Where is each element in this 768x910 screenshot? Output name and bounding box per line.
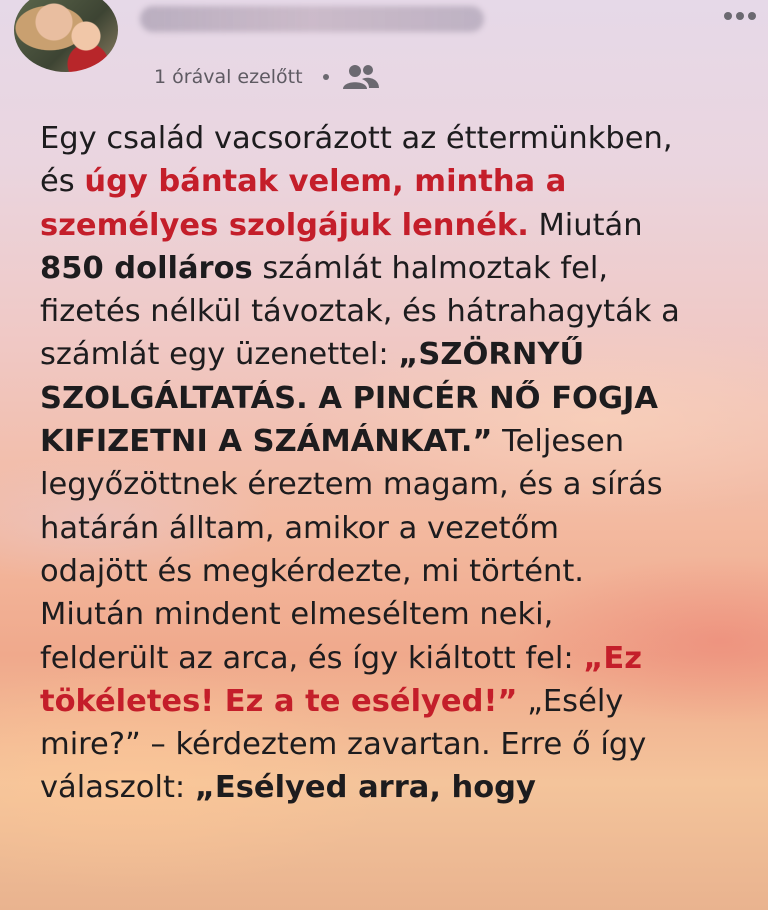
more-dots-icon[interactable] [718, 6, 762, 26]
text-segment: „Esély [517, 683, 624, 719]
text-line: Egy család vacsorázott az éttermünkben, [40, 121, 673, 156]
bold-text: „Esélyed arra, hogy [194, 770, 536, 806]
bold-text: SZOLGÁLTATÁS. A PINCÉR NŐ FOGJA [40, 380, 658, 416]
menu-dot [736, 12, 744, 20]
highlight-red-text: „Ez [583, 640, 642, 676]
bold-text: „SZÖRNYŰ [398, 337, 585, 373]
text-line: határán álltam, amikor a vezetőm [40, 510, 559, 546]
author-name-blurred[interactable] [140, 6, 484, 32]
text-segment: számlát egy üzenettel: [40, 337, 399, 373]
post-body [40, 117, 752, 810]
highlight-red-text: tökéletes! Ez a te esélyed!” [40, 683, 518, 719]
text-segment: és [40, 164, 85, 200]
post-timestamp[interactable]: 1 órával ezelőtt [154, 66, 303, 88]
menu-dot [724, 12, 732, 20]
text-line: Miután mindent elmeséltem neki, [40, 597, 554, 633]
highlight-red-text: úgy bántak velem, mintha a [84, 164, 567, 200]
text-segment: Miután [528, 207, 643, 243]
text-segment: felderült az arca, és így kiáltott fel: [40, 640, 584, 676]
bold-text: 850 dolláros [40, 250, 253, 286]
text-segment: számlát halmoztak fel, [252, 250, 609, 286]
bold-text: KIFIZETNI A SZÁMÁNKAT.” [40, 424, 493, 460]
author-avatar[interactable] [14, 0, 118, 72]
friends-icon[interactable] [341, 62, 381, 92]
text-line: legyőzöttnek éreztem magam, és a sírás [40, 467, 663, 503]
post-meta [154, 62, 381, 92]
menu-dot [748, 12, 756, 20]
text-line: mire?” – kérdeztem zavartan. Erre ő így [40, 727, 647, 763]
text-line: fizetés nélkül távoztak, és hátrahagyták a [40, 294, 680, 330]
separator-dot [323, 74, 329, 80]
text-segment: válaszolt: [40, 770, 195, 806]
text-line: odajött és megkérdezte, mi történt. [40, 553, 584, 589]
text-segment: Teljesen [492, 424, 625, 460]
highlight-red-text: személyes szolgájuk lennék. [40, 207, 529, 243]
